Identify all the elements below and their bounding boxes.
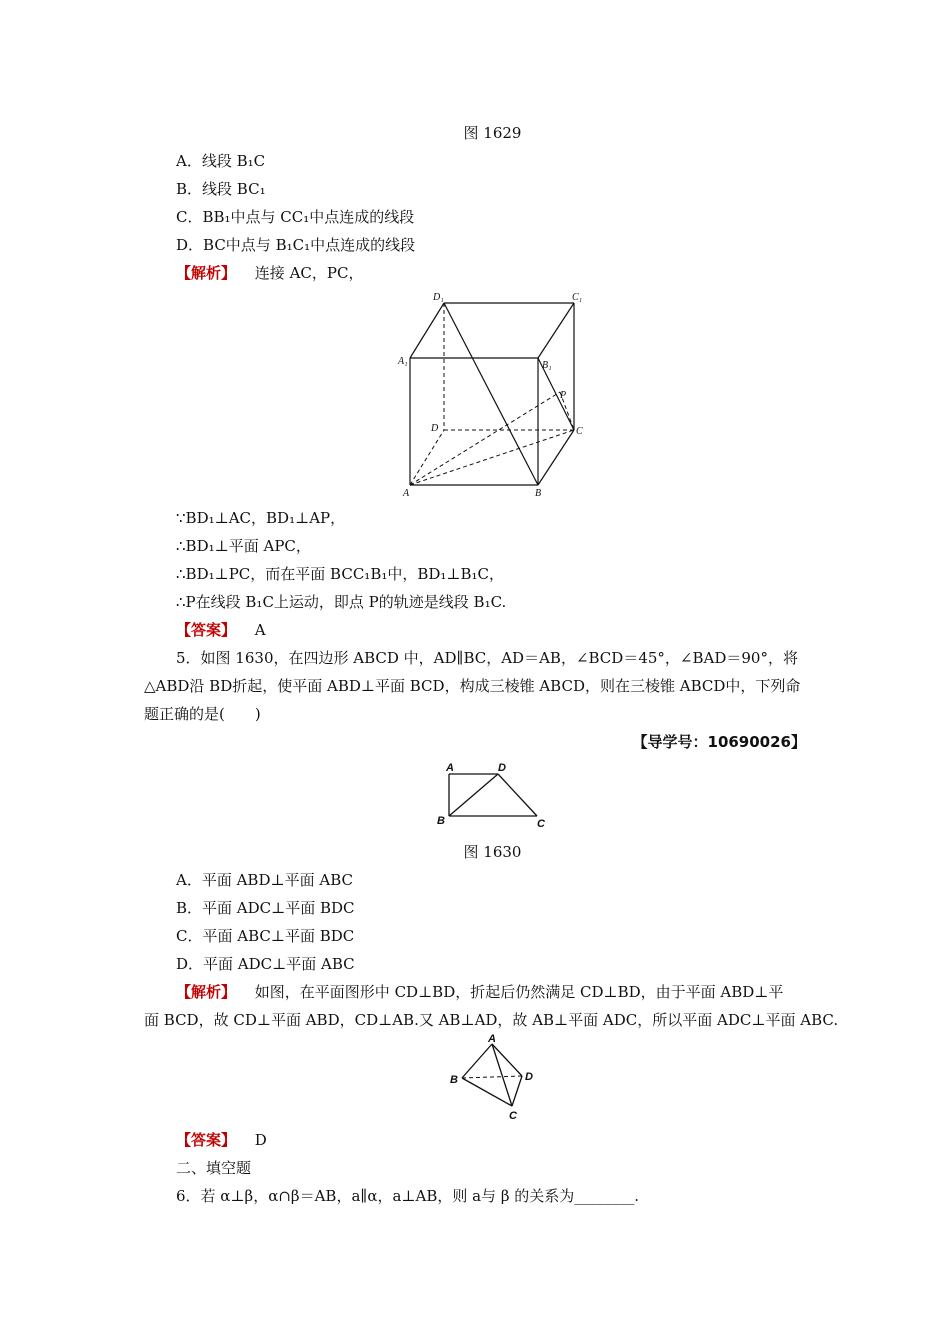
tetra-label-d: D [525, 1071, 533, 1083]
label-c1: C₁ [572, 292, 583, 303]
edge-dc [512, 1076, 522, 1106]
q5-stem-line-2: △ABD沿 BD折起，使平面 ABD⊥平面 BCD，构成三棱锥 ABCD，则在三棱锥 ABCD中，下列命 [144, 677, 801, 695]
q4-answer-value: A [254, 621, 266, 639]
q4-option-a: A．线段 B₁C [176, 152, 266, 170]
label-b1: B₁ [542, 360, 552, 371]
trap-label-b: B [437, 815, 445, 827]
q5-answer-tag: 【答案】 [176, 1131, 237, 1149]
q5-analysis-line-2: 面 BCD，故 CD⊥平面 ABD，CD⊥AB.又 AB⊥AD，故 AB⊥平面 ADC，所以平面 ADC⊥平面 ABC. [144, 1011, 839, 1029]
tetra-label-a: A [488, 1033, 496, 1045]
q5-answer-value: D [254, 1131, 267, 1149]
q4-option-c: C．BB₁中点与 CC₁中点连成的线段 [176, 208, 415, 226]
figure-1630-caption: 图 1630 [463, 843, 522, 861]
label-b: B [535, 488, 542, 499]
figure-1629-caption: 图 1629 [463, 124, 522, 142]
q5-option-c: C．平面 ABC⊥平面 BDC [176, 927, 355, 945]
trap-label-d: D [498, 762, 506, 774]
q4-analysis-lead: 连接 AC，PC， [254, 264, 364, 282]
q4-answer-tag: 【答案】 [176, 621, 237, 639]
q5-stem-line-3: 题正确的是( ) [144, 705, 261, 723]
trap-label-c: C [537, 818, 545, 830]
label-a: A [403, 488, 410, 499]
q5-option-b: B．平面 ADC⊥平面 BDC [176, 899, 355, 917]
label-d: D [431, 423, 439, 434]
q4-option-b: B．线段 BC₁ [176, 180, 266, 198]
label-c: C [576, 426, 583, 437]
q4-step-4: ∴P在线段 B₁C上运动，即点 P的轨迹是线段 B₁C. [176, 593, 507, 611]
hidden-edge-bd [462, 1076, 522, 1078]
q5-analysis-tag: 【解析】 [176, 983, 237, 1001]
label-d1: D₁ [433, 292, 444, 303]
q5-option-a: A．平面 ABD⊥平面 ABC [176, 871, 353, 889]
q5-answer [176, 1130, 267, 1150]
q5-analysis-text-1: 如图，在平面图形中 CD⊥BD，折起后仍然满足 CD⊥BD，由于平面 ABD⊥平 [254, 983, 784, 1001]
q4-step-1: ∵BD₁⊥AC，BD₁⊥AP， [176, 509, 346, 527]
tetra-label-c: C [509, 1110, 517, 1122]
q4-step-2: ∴BD₁⊥平面 APC， [176, 537, 311, 555]
label-a1: A₁ [398, 356, 408, 367]
q4-step-3: ∴BD₁⊥PC，而在平面 BCC₁B₁中，BD₁⊥B₁C， [176, 565, 505, 583]
q4-option-d: D．BC中点与 B₁C₁中点连成的线段 [176, 236, 416, 254]
q4-analysis-tag: 【解析】 [176, 264, 237, 282]
edge-ab [462, 1044, 492, 1078]
q6-stem: 6．若 α⊥β，α∩β＝AB，a∥α，a⊥AB，则 a与 β 的关系为________. [176, 1187, 640, 1205]
label-p: P [560, 390, 567, 401]
guide-number: 【导学号：10690026】 [632, 733, 806, 751]
tetra-label-b: B [450, 1074, 458, 1086]
trap-label-a: A [446, 762, 454, 774]
section-2-title: 二、填空题 [176, 1159, 252, 1177]
q5-option-d: D．平面 ADC⊥平面 ABC [176, 955, 355, 973]
q5-stem-line-1: 5．如图 1630，在四边形 ABCD 中，AD∥BC，AD＝AB，∠BCD＝45°，∠BAD＝90°，将 [176, 649, 798, 667]
